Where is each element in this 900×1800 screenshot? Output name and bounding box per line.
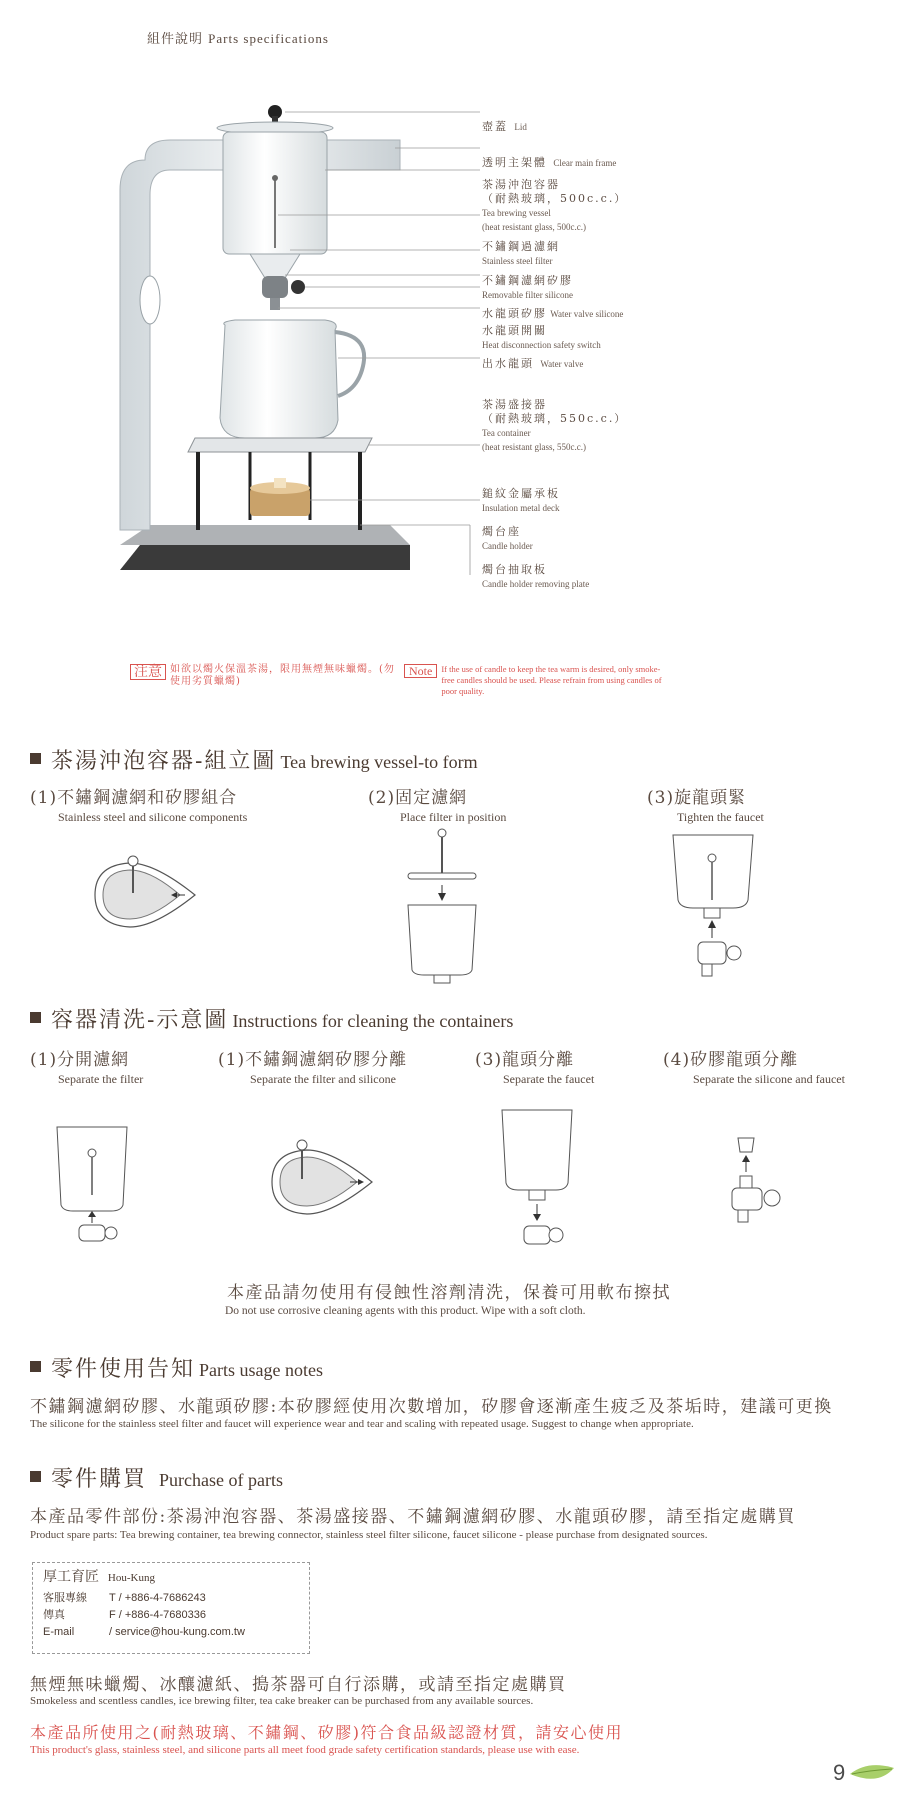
contact-box: [32, 1562, 310, 1654]
section-cleaning-heading: 容器清洗-示意圖 Instructions for cleaning the containers: [30, 1003, 513, 1034]
place-filter-illustration: [400, 825, 490, 985]
part-label-lid: 壺蓋 Lid: [482, 120, 527, 133]
page-title-en: Parts specifications: [208, 31, 329, 46]
section-usage-heading: 零件使用告知 Parts usage notes: [30, 1352, 323, 1383]
cleaning-step-2: (1)不鏽鋼濾網矽膠分離 Separate the filter and silicone: [218, 1050, 408, 1086]
cleaning-step-4: (4)矽膠龍頭分離 Separate the silicone and faucet: [663, 1050, 845, 1086]
section-purchase-heading: 零件購買 Purchase of parts: [30, 1462, 283, 1493]
usage-text-en: The silicone for the stainless steel filter and faucet will experience wear and tear and scaling with repeated usage. Suggest to change when appropriate.: [30, 1418, 694, 1430]
note-text-en: If the use of candle to keep the tea warm is desired, only smoke-free candles should be used. Please refrain from using candles of poor quality.: [441, 664, 662, 696]
note-text-cn: 如欲以燭火保溫茶湯，限用無煙無味蠟燭。(勿使用劣質蠟燭): [170, 664, 395, 687]
cleaning-step-1: (1)分開濾網 Separate the filter: [30, 1050, 144, 1086]
part-label-candle-holder: 燭台座 Candle holder: [482, 525, 533, 551]
footer-purchase-cn: 無煙無味蠟燭、冰釀濾紙、搗茶器可自行添購，或請至指定處購買: [30, 1675, 567, 1695]
note-label-en: Note: [404, 664, 437, 678]
footer-safety-cn: 本產品所使用之(耐熱玻璃、不鏽鋼、矽膠)符合食品級認證材質，請安心使用: [30, 1723, 623, 1742]
separate-silicone-faucet-illustration: [728, 1136, 798, 1236]
part-label-filter-silicone: 不鏽鋼濾網矽膠 Removable filter silicone: [482, 274, 573, 300]
faucet: [262, 276, 288, 298]
part-label-filter: 不鏽鋼過濾網 Stainless steel filter: [482, 240, 560, 266]
base-plate: [120, 545, 410, 570]
part-label-container: 茶湯盛接器 （耐熱玻璃，550c.c.） Tea container (heat resistant glass, 550c.c.): [482, 398, 628, 452]
page-title-cn: 組件說明: [147, 32, 204, 47]
part-label-removing-plate: 燭台抽取板 Candle holder removing plate: [482, 563, 590, 589]
product-illustration: [110, 100, 480, 590]
part-label-deck: 鎚紋金屬承板 Insulation metal deck: [482, 487, 560, 513]
contact-brand: 厚工育匠 Hou-Kung: [43, 1569, 155, 1585]
part-label-valve: 出水龍頭 Water valve: [482, 357, 584, 370]
contact-email: E-mail / service@hou-kung.com.tw: [43, 1626, 245, 1638]
cleaning-warning-cn: 本產品請勿使用有侵蝕性溶劑清洗，保養可用軟布擦拭: [227, 1283, 671, 1303]
leaf-icon: [848, 1760, 896, 1786]
purchase-text-en: Product spare parts: Tea brewing container, tea brewing connector, stainless steel filter silicone, faucet silicone - please purchase from designated sources.: [30, 1529, 708, 1541]
assembly-step-3: (3)旋龍頭緊 Tighten the faucet: [647, 788, 764, 824]
part-label-switch: 水龍頭開關 Heat disconnection safety switch: [482, 324, 601, 350]
assembly-step-2: (2)固定濾網 Place filter in position: [368, 788, 507, 824]
cleaning-warning-en: Do not use corrosive cleaning agents with this product. Wipe with a soft cloth.: [225, 1305, 586, 1317]
footer-safety-en: This product's glass, stainless steel, and silicone parts all meet food grade safety certification standards, please use with ease.: [30, 1744, 580, 1756]
part-label-valve-silicone: 水龍頭矽膠 Water valve silicone: [482, 307, 624, 320]
contact-fax: 傳真 F / +886-4-7680336: [43, 1608, 206, 1621]
section-assembly-heading: 茶湯沖泡容器-組立圖 Tea brewing vessel-to form: [30, 744, 478, 775]
separate-filter-illustration: [55, 1125, 135, 1245]
cleaning-step-3: (3)龍頭分離 Separate the faucet: [475, 1050, 595, 1086]
assembly-step-1: (1)不鏽鋼濾網和矽膠組合 Stainless steel and silicone components: [30, 788, 248, 824]
metal-deck: [188, 438, 372, 452]
tea-container: [220, 320, 338, 438]
contact-service: 客服專線 T / +886-4-7686243: [43, 1591, 206, 1604]
tighten-faucet-illustration: [668, 830, 758, 990]
footer-purchase-en: Smokeless and scentless candles, ice brewing filter, tea cake breaker can be purchased from any available sources.: [30, 1695, 534, 1707]
part-label-vessel: 茶湯沖泡容器 （耐熱玻璃，500c.c.） Tea brewing vessel (heat resistant glass, 500c.c.): [482, 178, 628, 232]
separate-faucet-illustration: [500, 1108, 580, 1258]
filter-silicone-illustration: [85, 855, 205, 945]
contact-email-link[interactable]: / service@hou-kung.com.tw: [109, 1626, 245, 1638]
usage-text-cn: 不鏽鋼濾網矽膠、水龍頭矽膠:本矽膠經使用次數增加，矽膠會逐漸產生疲乏及茶垢時，建議可更換: [30, 1397, 833, 1417]
purchase-text-cn: 本產品零件部份:茶湯沖泡容器、茶湯盛接器、不鏽鋼濾網矽膠、水龍頭矽膠，請至指定處購買: [30, 1507, 796, 1527]
page-number: 9: [833, 1760, 846, 1785]
separate-silicone-illustration: [262, 1137, 382, 1227]
part-label-frame: 透明主架體 Clear main frame: [482, 156, 617, 169]
note-label-cn: 注意: [130, 664, 166, 680]
page-title: [147, 28, 329, 47]
candle-note: [130, 664, 671, 697]
